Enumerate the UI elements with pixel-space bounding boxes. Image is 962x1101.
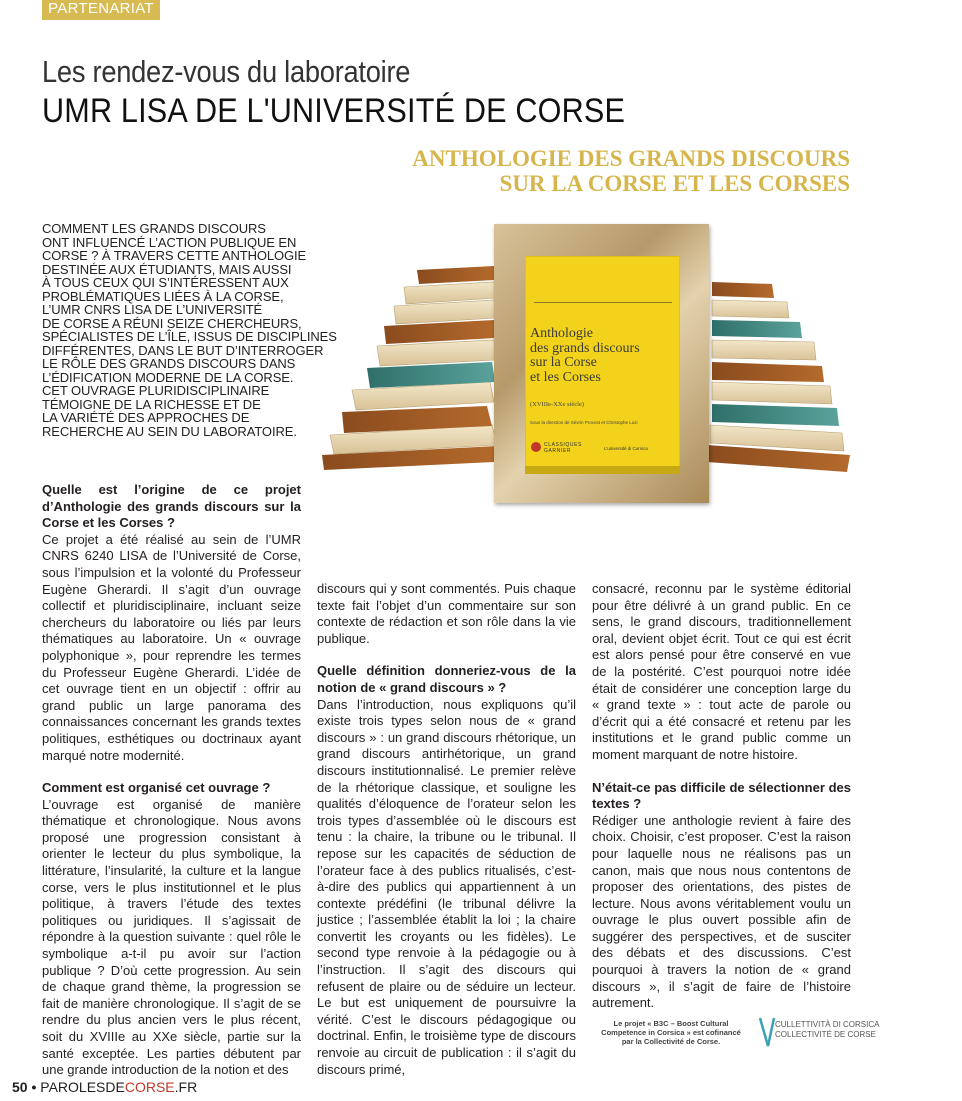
intro-line: DE CORSE A RÉUNI SEIZE CHERCHEURS, <box>42 315 302 331</box>
publisher-logo-icon <box>530 441 542 453</box>
subtitle-line: SUR LA CORSE ET LES CORSES <box>499 171 850 196</box>
question-heading: Quelle est l’origine de ce projet d’Anthologie des grands discours sur la Corse et les Corses ? <box>42 482 301 531</box>
page-title: UMR LISA DE L'UNIVERSITÉ DE CORSE <box>42 92 626 130</box>
book-collection: L’université di Corsica <box>604 446 648 451</box>
kicker-title: Les rendez-vous du laboratoire <box>42 54 411 89</box>
site-name-part: PAROLES <box>40 1079 106 1095</box>
intro-paragraph <box>42 221 337 439</box>
cover-rule <box>534 302 672 303</box>
left-book-stack <box>322 266 497 470</box>
intro-line: LA VARIÉTÉ DES APPROCHES DE <box>42 410 250 425</box>
intro-line: L’ÉDIFICATION MODERNE DE LA CORSE. <box>42 369 294 385</box>
intro-line: CET OUVRAGE PLURIDISCIPLINAIRE <box>42 383 270 398</box>
answer-paragraph: discours qui y sont commentés. Puis chaque texte fait l’objet d’un commentaire sur son contexte de rédaction et son rôle dans la vie publique. <box>317 581 576 646</box>
logo-line: COLLECTIVITÉ DE CORSE <box>775 1030 876 1039</box>
site-name-part: CORSE <box>124 1079 175 1095</box>
book-direction: Sous la direction de Sévrin Provost et Christophe Luzi <box>530 420 638 425</box>
intro-line: LE RÔLE DES GRANDS DISCOURS DANS <box>42 356 296 371</box>
page-number: 50 <box>12 1079 28 1095</box>
article-subtitle <box>412 146 850 196</box>
intro-line: PROBLÉMATIQUES LIÉES À LA CORSE, <box>42 288 284 304</box>
answer-paragraph: L’ouvrage est organisé de manière thématique et chronologique. Nous avons proposé une progression consistant à orienter le lecteur du plus symbolique, la littérature, l’insularité, la culture et la langue corse, vers le plus institutionnel et le plus politique, à travers l’étude des textes politiques ou juridiques. Il s’agissait de répondre à la question suivante : quel rôle le symbolique a-t-il pu avoir sur l’action publique ? D’où cette progression. Au sein de chaque grand thème, la progression se fait de manière chronologique. Il s’agit de se rendre du plus ancien vers le plus récent, soit du XVIIIe au XXe siècle, partie sur la santé exceptée. Les parties débutent par une grande introduction de la notion et des <box>42 796 301 1078</box>
site-name-part: DE <box>105 1079 125 1095</box>
intro-line: TÉMOIGNE DE LA RICHESSE ET DE <box>42 396 261 412</box>
answer-paragraph: Rédiger une anthologie revient à faire des choix. Choisir, c’est proposer. C’est la raison pour laquelle nous ne réalisons pas un canon, mais que nous nous contentons de proposer des orientations, des pistes de lecture. Nous avons véritablement voulu un ouvrage le plus ouvert possible afin de suggérer des perspectives, et de susciter des débats et des discussions. C’est pourquoi à travers la notion de « grand discours », il s’agit de faire de l’histoire autrement. <box>592 812 851 1011</box>
funding-note: Le projet « B3C – Boost Cultural Competence in Corsica » est cofinancé par la Collectivité de Corse. <box>601 1019 741 1046</box>
intro-line: SPÉCIALISTES DE L’ÎLE, ISSUS DE DISCIPLINES <box>42 329 337 344</box>
cover-bottom-bar <box>525 466 680 474</box>
book-title-line: Anthologie <box>530 326 593 341</box>
intro-line: À TOUS CEUX QUI S’INTÉRESSENT AUX <box>42 275 289 290</box>
book-title-line: et les Corses <box>530 369 601 385</box>
answer-paragraph: consacré, reconnu par le système éditorial pour être délivré à un grand public. En ce sens, le grand discours, traditionnellement oral, devient objet écrit. Tout ce qui est écrit est alors pensé pour être conservé en vue de la postérité. C’est pourquoi notre idée était de considérer une conception large du « grand texte » : tout acte de parole ou d’écrit qui a été consacré et retenu par les institutions et le grand public comme un moment marquant de notre histoire. <box>592 581 851 762</box>
subtitle-line: ANTHOLOGIE DES GRANDS DISCOURS <box>412 146 850 171</box>
page-footer <box>12 1079 197 1095</box>
intro-line: DESTINÉE AUX ÉTUDIANTS, MAIS AUSSI <box>42 261 292 277</box>
question-heading: Quelle définition donneriez-vous de la notion de « grand discours » ? <box>317 663 576 695</box>
site-name-part: .FR <box>174 1079 198 1095</box>
collectivite-logo-text <box>775 1020 879 1040</box>
intro-line: CORSE ? À TRAVERS CETTE ANTHOLOGIE <box>42 248 307 263</box>
intro-line: L’UMR CNRS LISA DE L’UNIVERSITÉ <box>42 302 263 317</box>
book-publisher <box>544 442 582 454</box>
question-heading: N’était-ce pas difficile de sélectionner des textes ? <box>592 779 851 812</box>
answer-paragraph: Ce projet a été réalisé au sein de l’UMR CNRS 6240 LISA de l’Université de Corse, sous l’impulsion et la volonté du Professeur Eugène Gherardi. Il s’agit d’un ouvrage collectif et pluridisciplinaire, incluant seize chercheurs du laboratoire ou liés par leurs thématiques au laboratoire. Un « ouvrage polyphonique », pour reprendre les termes du Professeur Eugène Gherardi. L’idée de cet ouvrage tient en un objectif : offrir au grand public un large panorama des connaissances concernant les grands textes politiques, esthétiques ou doctrinaux ayant marqué notre modernité. <box>42 531 301 763</box>
book-period: (XVIIIe-XXe siècle) <box>530 401 584 408</box>
intro-line: DIFFÉRENTES, DANS LE BUT D’INTERROGER <box>42 342 324 358</box>
section-tag: PARTENARIAT <box>42 0 160 20</box>
answer-paragraph: Dans l’introduction, nous expliquons qu’il existe trois types selon nous de « grand discours » : un grand discours rhétorique, un grand discours antirhétorique, un grand discours institutionnalisé. Le premier relève de la rhétorique classique, et souligne les qualités d’éloquence de l’orateur selon les trois types d’assemblée où le discours est tenu : la chaire, la tribune ou le tribunal. Il repose sur les capacités de séduction de l’orateur face à des publics ritualisés, c’est-à-dire des publics qui appartiennent à un contexte prédéfini (le tribunal délivre la justice ; l’assemblée établit la loi ; la chaire convertit les croyants ou les fidèles). Le second type renvoie à la pédagogie ou à l’instruction. Il s’agit des discours qui refusent de plaire ou de séduire un lecteur. Le but est uniquement de poursuivre la vérité. C’est le discours pédagogique ou doctrinal. Enfin, le troisième type de discours renvoie au circuit de publication : il s’agit du discours primé, <box>317 696 576 1077</box>
right-book-stack <box>707 282 850 472</box>
article-column-3 <box>592 581 851 1012</box>
footer-bullet: • <box>31 1079 37 1095</box>
book-title <box>530 327 640 385</box>
intro-line: COMMENT LES GRANDS DISCOURS <box>42 221 266 236</box>
intro-line: ONT INFLUENCÉ L’ACTION PUBLIQUE EN <box>42 234 297 250</box>
article-column-2 <box>317 581 576 1078</box>
article-column-1 <box>42 482 301 1079</box>
book-title-line: des grands discours <box>530 340 640 356</box>
intro-line: RECHERCHE AU SEIN DU LABORATOIRE. <box>42 423 297 439</box>
publisher-line: GARNIER <box>544 448 571 454</box>
question-heading: Comment est organisé cet ouvrage ? <box>42 780 271 796</box>
book-title-line: sur la Corse <box>530 355 597 370</box>
publisher-line: CLASSIQUES <box>544 442 582 448</box>
logo-line: CULLETTIVITÀ DI CORSICA <box>775 1020 880 1029</box>
